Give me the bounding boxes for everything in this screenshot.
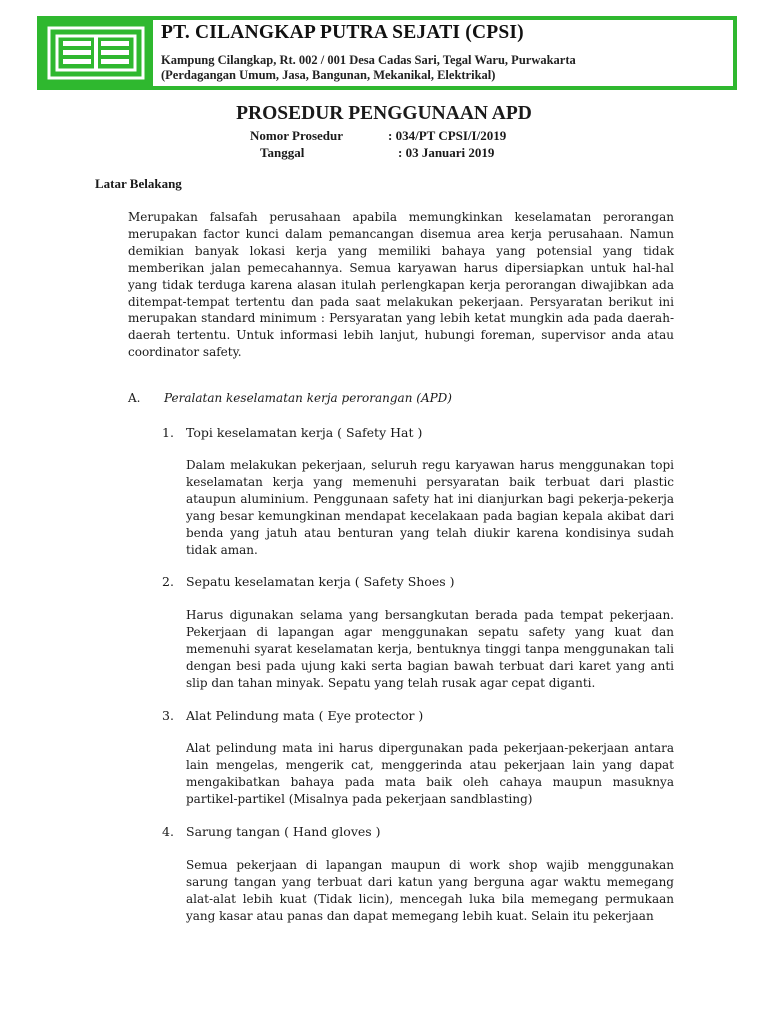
item-title-hand-gloves: Sarung tangan ( Hand gloves ) xyxy=(186,824,381,839)
item-text-safety-shoes: Harus digunakan selama yang bersangkutan berada pada tempat pekerjaan. Pekerjaan di lapangan agar menggunakan sepatu safety yang kuat dan memenuhi syarat keselamatan kerja, bentuknya tinggi tanpa menggunakan tali dengan besi pada ujung kaki serta bagian bawah terbuat dari karet yang anti slip dan tahan minyak. Sepatu yang telah rusak agar cepat diganti. xyxy=(186,608,674,690)
section-title: Peralatan keselamatan kerja perorangan (APD) xyxy=(164,391,452,405)
document-title: PROSEDUR PENGGUNAAN APD xyxy=(236,103,532,124)
letterhead xyxy=(37,16,737,90)
background-heading: Latar Belakang xyxy=(95,176,182,191)
item-number: 1. xyxy=(162,425,174,440)
procedure-number-value: : 034/PT CPSI/I/2019 xyxy=(388,128,507,143)
date-label: Tanggal xyxy=(260,145,305,160)
section-letter: A. xyxy=(128,391,141,405)
background-paragraph: Merupakan falsafah perusahaan apabila memungkinkan keselamatan perorangan merupakan factor kunci dalam pemancangan disemua area kerja perusahaan. Namun demikian banyak lokasi kerja yang memiliki bahaya yang potensial yang tidak memberikan jalan pemecahannya. Semua karyawan harus dipersiapkan untuk hal-hal yang tidak terduga karena alasan itulah perlengkapan kerja perorangan diwajibkan ada ditempat-tempat tertentu dan pada saat melakukan pekerjaan. Persyaratan berikut ini merupakan standard minimum : Persyaratan yang lebih ketat mungkin ada pada daerah-daerah tertentu. Untuk informasi lebih lanjut, hubungi foreman, supervisor anda atau coordinator safety. xyxy=(128,210,674,360)
procedure-number-label: Nomor Prosedur xyxy=(250,128,344,143)
item-title-eye-protector: Alat Pelindung mata ( Eye protector ) xyxy=(186,708,424,723)
item-title-safety-hat: Topi keselamatan kerja ( Safety Hat ) xyxy=(186,425,423,440)
item-number: 4. xyxy=(162,824,174,839)
company-address: Kampung Cilangkap, Rt. 002 / 001 Desa Cadas Sari, Tegal Waru, Purwakarta xyxy=(161,53,576,67)
date-value: : 03 Januari 2019 xyxy=(398,145,495,160)
item-text-safety-hat: Dalam melakukan pekerjaan, seluruh regu karyawan harus menggunakan topi keselamatan kerja yang memenuhi persyaratan baik terbuat dari plastic ataupun aluminium. Penggunaan safety hat ini dianjurkan bagi pekerja-pekerja yang besar kemungkinan mendapat kecelakaan pada bagian kepala akibat dari benda yang jatuh atau benturan yang telah diukir karena kondisinya sudah tidak aman. xyxy=(186,458,674,557)
item-number: 2. xyxy=(162,574,174,589)
company-name: PT. CILANGKAP PUTRA SEJATI (CPSI) xyxy=(161,22,524,43)
letterhead-text-area xyxy=(153,20,733,86)
company-business-lines: (Perdagangan Umum, Jasa, Bangunan, Mekanikal, Elektrikal) xyxy=(161,68,496,82)
item-text-eye-protector: Alat pelindung mata ini harus dipergunakan pada pekerjaan-pekerjaan antara lain mengelas, mengerik cat, menggerinda atau pekerjaan lain yang dapat mengakibatkan bahaya pada mata baik oleh cahaya maupun masuknya partikel-partikel (Misalnya pada pekerjaan sandblasting) xyxy=(186,741,674,806)
item-title-safety-shoes: Sepatu keselamatan kerja ( Safety Shoes ) xyxy=(186,574,455,589)
item-text-hand-gloves: Semua pekerjaan di lapangan maupun di work shop wajib menggunakan sarung tangan yang terbuat dari katun yang berguna agar waktu memegang alat-alat lebih kuat (Tidak licin), mencegah luka bila memegang permukaan yang kasar atau panas dan dapat memegang lebih kuat. Selain itu pekerjaan xyxy=(186,858,674,923)
item-number: 3. xyxy=(162,708,174,723)
company-logo-icon xyxy=(43,22,149,84)
